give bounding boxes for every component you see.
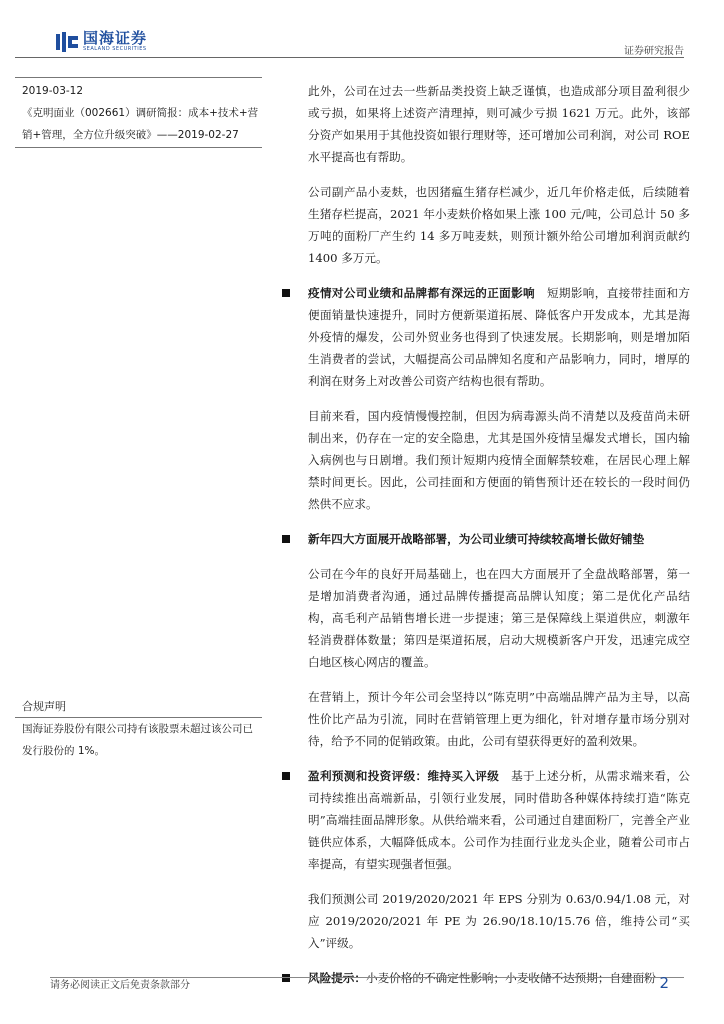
paragraph: 我们预测公司 2019/2020/2021 年 EPS 分别为 0.63/0.94/1.08 元，对应 2019/2020/2021 年 PE 为 26.90/18.10/15.76 倍，维持公司“买入”评级。 — [308, 892, 690, 950]
logo-mark-icon — [56, 32, 78, 52]
company-logo — [56, 30, 147, 53]
document-type: 证券研究报告 — [624, 46, 684, 57]
related-report-link[interactable]: 《克明面业（002661）调研简报：成本+技术+营销+管理，全方位升级突破》——2019-02-27 — [22, 107, 259, 141]
page-number: 2 — [659, 974, 669, 992]
section-risk — [308, 967, 690, 989]
compliance-section — [22, 696, 262, 762]
section-text: 小麦价格的不确定性影响；小麦收储不达预期；自建面粉 — [365, 971, 656, 985]
section-heading: 新年四大方面展开战略部署，为公司业绩可持续较高增长做好铺垫 — [308, 532, 645, 546]
section-rating — [308, 765, 690, 875]
paragraph: 公司副产品小麦麸，也因猪瘟生猪存栏减少，近几年价格走低，后续随着生猪存栏提高，2021 年小麦麸价格如果上涨 100 元/吨，公司总计 50 多万吨的面粉厂产生约 14 多万吨麦麸，则预计额外给公司增加利润贡献约 1400 多万元。 — [308, 185, 690, 265]
section-strategy — [308, 528, 690, 550]
paragraph: 目前来看，国内疫情慢慢控制，但因为病毒源头尚不清楚以及疫苗尚未研制出来，仍存在一定的安全隐患，尤其是国外疫情呈爆发式增长，国内输入病例也与日剧增。我们预计短期内疫情全面解禁较难，在居民心理上解禁时间更长。因此，公司挂面和方便面的销售预计还在较长的一段时间仍然供不应求。 — [308, 409, 690, 511]
section-heading: 风险提示： — [308, 971, 366, 985]
square-bullet-icon — [282, 289, 290, 297]
section-heading: 疫情对公司业绩和品牌都有深远的正面影响 — [308, 286, 535, 300]
main-body — [308, 80, 690, 989]
section-text: 短期影响，直接带挂面和方便面销量快速提升，同时方便新渠道拓展、降低客户开发成本，尤其是海外疫情的爆发，公司外贸业务也得到了快速发展。长期影响，则是增加陌生消费者的尝试，大幅提高公司品牌知名度和产品影响力，同时，增厚的利润在财务上对改善公司资产结构也很有帮助。 — [308, 286, 690, 388]
paragraph: 在营销上，预计今年公司会坚持以“陈克明”中高端品牌产品为主导，以高性价比产品为引流，同时在营销管理上更为细化，针对增存量市场分别对待，给予不同的促销政策。由此，公司有望获得更好的盈利效果。 — [308, 690, 690, 748]
compliance-title: 合规声明 — [22, 700, 66, 713]
square-bullet-icon — [282, 535, 290, 543]
disclaimer-note: 请务必阅读正文后免责条款部分 — [50, 980, 190, 991]
header-divider — [15, 57, 684, 58]
paragraph: 公司在今年的良好开局基础上，也在四大方面展开了全盘战略部署，第一是增加消费者沟通，通过品牌传播提高品牌认知度；第二是优化产品结构，高毛利产品销售增长进一步提速；第三是保障线上渠道供应，刺激年轻消费群体数量；第四是渠道拓展，启动大规模新客户开发，迅速完成空白地区核心网店的覆盖。 — [308, 567, 690, 669]
square-bullet-icon — [282, 974, 290, 982]
compliance-text: 国海证券股份有限公司持有该股票未超过该公司已发行股份的 1%。 — [22, 723, 253, 757]
sidebar-top-divider — [15, 77, 262, 78]
section-epidemic-impact — [308, 282, 690, 392]
square-bullet-icon — [282, 772, 290, 780]
section-text: 基于上述分析，从需求端来看，公司持续推出高端新品，引领行业发展，同时借助各种媒体持续打造“陈克明”高端挂面品牌形象。从供给端来看，公司通过自建面粉厂，完善全产业链供应体系，大幅降低成本。公司作为挂面行业龙头企业，随着公司市占率提高，有望实现强者恒强。 — [308, 769, 690, 871]
section-heading: 盈利预测和投资评级：维持买入评级 — [308, 769, 500, 783]
sidebar-divider — [15, 147, 262, 148]
compliance-divider — [15, 717, 262, 718]
logo-name-en: SEALAND SECURITIES — [83, 46, 147, 52]
sidebar-related-reports — [22, 80, 262, 146]
logo-name-cn: 国海证券 — [83, 29, 148, 47]
report-date: 2019-03-12 — [22, 85, 84, 97]
paragraph: 此外，公司在过去一些新品类投资上缺乏谨慎，也造成部分项目盈利很少或亏损，如果将上述资产清理掉，则可减少亏损 1621 万元。此外，该部分资产如果用于其他投资如银行理财等，还可增加公司利润，对公司 ROE 水平提高也有帮助。 — [308, 84, 690, 164]
